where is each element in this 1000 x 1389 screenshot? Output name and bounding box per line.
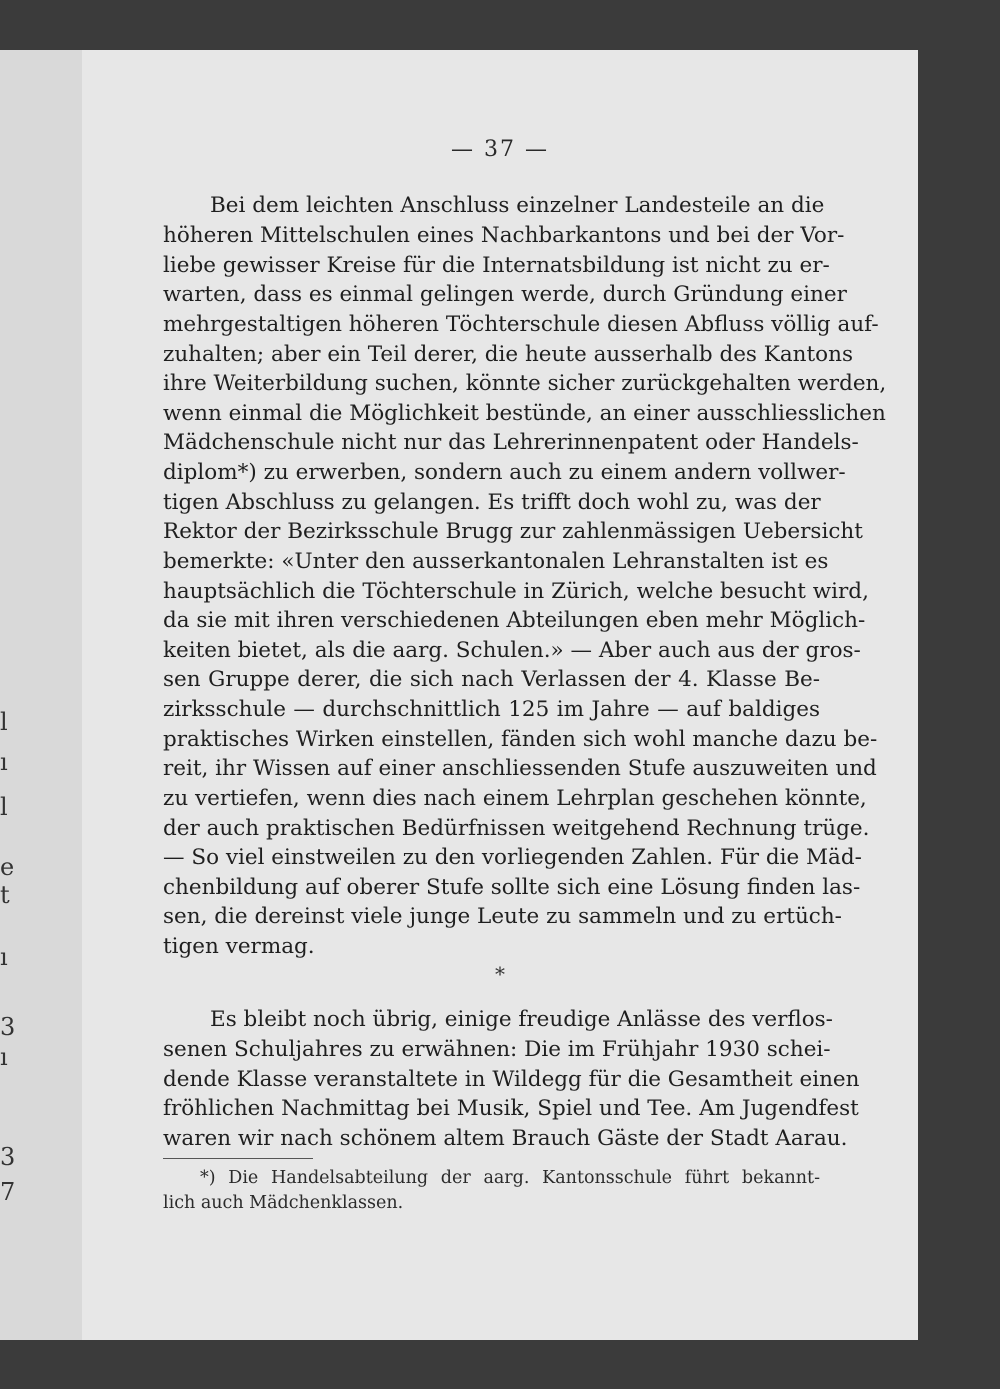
text-line: warten, dass es einmal gelingen werde, durch Gründung einer bbox=[163, 282, 847, 307]
footnote-rule bbox=[163, 1158, 313, 1159]
left-page-fragment: l bbox=[0, 793, 8, 821]
text-line: sen Gruppe derer, die sich nach Verlassen der 4. Klasse Be- bbox=[163, 667, 820, 692]
text-line: der auch praktischen Bedürfnissen weitgehend Rechnung trüge. bbox=[163, 816, 870, 841]
text-line: sen, die dereinst viele junge Leute zu sammeln und zu ertüch- bbox=[163, 904, 842, 929]
text-line: Bei dem leichten Anschluss einzelner Landesteile an die bbox=[210, 193, 825, 218]
left-page-fragment: ı bbox=[0, 943, 8, 971]
footnote-line: *) Die Handelsabteilung der aarg. Kantonsschule führt bekannt- bbox=[200, 1168, 820, 1188]
text-line: Mädchenschule nicht nur das Lehrerinnenpatent oder Handels- bbox=[163, 430, 859, 455]
left-page-edge bbox=[0, 50, 83, 1340]
text-line: chenbildung auf oberer Stufe sollte sich eine Lösung finden las- bbox=[163, 875, 861, 900]
left-page-fragment: 7 bbox=[0, 1178, 16, 1206]
text-line: hauptsächlich die Töchterschule in Zürich, welche besucht wird, bbox=[163, 579, 869, 604]
left-page-fragment: e bbox=[0, 853, 15, 881]
left-page-fragment: ı bbox=[0, 748, 8, 776]
left-page-fragment: 3 bbox=[0, 1143, 16, 1171]
text-line: ihre Weiterbildung suchen, könnte sicher zurückgehalten werden, bbox=[163, 371, 887, 396]
text-line: praktisches Wirken einstellen, fänden sich wohl manche dazu be- bbox=[163, 727, 878, 752]
text-line: tigen Abschluss zu gelangen. Es trifft doch wohl zu, was der bbox=[163, 490, 821, 515]
left-page-fragment: ı bbox=[0, 1043, 8, 1071]
text-line: wenn einmal die Möglichkeit bestünde, an einer ausschliesslichen bbox=[163, 401, 886, 426]
text-line: mehrgestaltigen höheren Töchterschule diesen Abfluss völlig auf- bbox=[163, 312, 879, 337]
text-line: Rektor der Bezirksschule Brugg zur zahlenmässigen Uebersicht bbox=[163, 519, 863, 544]
text-line: fröhlichen Nachmittag bei Musik, Spiel und Tee. Am Jugendfest bbox=[163, 1096, 859, 1121]
text-line: reit, ihr Wissen auf einer anschliessenden Stufe auszuweiten und bbox=[163, 756, 877, 781]
text-line: liebe gewisser Kreise für die Internatsbildung ist nicht zu er- bbox=[163, 253, 830, 278]
text-line: — So viel einstweilen zu den vorliegenden Zahlen. Für die Mäd- bbox=[163, 845, 862, 870]
page-number: — 37 — bbox=[451, 137, 549, 162]
text-line: keiten bietet, als die aarg. Schulen.» — Aber auch aus der gros- bbox=[163, 638, 861, 663]
text-line: dende Klasse veranstaltete in Wildegg für die Gesamtheit einen bbox=[163, 1067, 860, 1092]
text-line: Es bleibt noch übrig, einige freudige Anlässe des verflos- bbox=[210, 1007, 833, 1032]
text-line: senen Schuljahres zu erwähnen: Die im Frühjahr 1930 schei- bbox=[163, 1037, 831, 1062]
left-page-fragment: 3 bbox=[0, 1013, 16, 1041]
text-line: zu vertiefen, wenn dies nach einem Lehrplan geschehen könnte, bbox=[163, 786, 867, 811]
text-line: waren wir nach schönem altem Brauch Gäste der Stadt Aarau. bbox=[163, 1126, 848, 1151]
text-line: tigen vermag. bbox=[163, 934, 315, 959]
footnote-line: lich auch Mädchenklassen. bbox=[163, 1193, 404, 1213]
text-line: zirksschule — durchschnittlich 125 im Jahre — auf baldiges bbox=[163, 697, 820, 722]
left-page-fragment: t bbox=[0, 881, 10, 909]
left-page-fragment: l bbox=[0, 708, 8, 736]
text-line: diplom*) zu erwerben, sondern auch zu einem andern vollwer- bbox=[163, 460, 846, 485]
text-line: da sie mit ihren verschiedenen Abteilungen eben mehr Möglich- bbox=[163, 608, 866, 633]
text-line: höheren Mittelschulen eines Nachbarkantons und bei der Vor- bbox=[163, 223, 845, 248]
section-separator: * bbox=[495, 962, 505, 986]
text-line: zuhalten; aber ein Teil derer, die heute ausserhalb des Kantons bbox=[163, 342, 853, 367]
text-line: bemerkte: «Unter den ausserkantonalen Lehranstalten ist es bbox=[163, 549, 829, 574]
